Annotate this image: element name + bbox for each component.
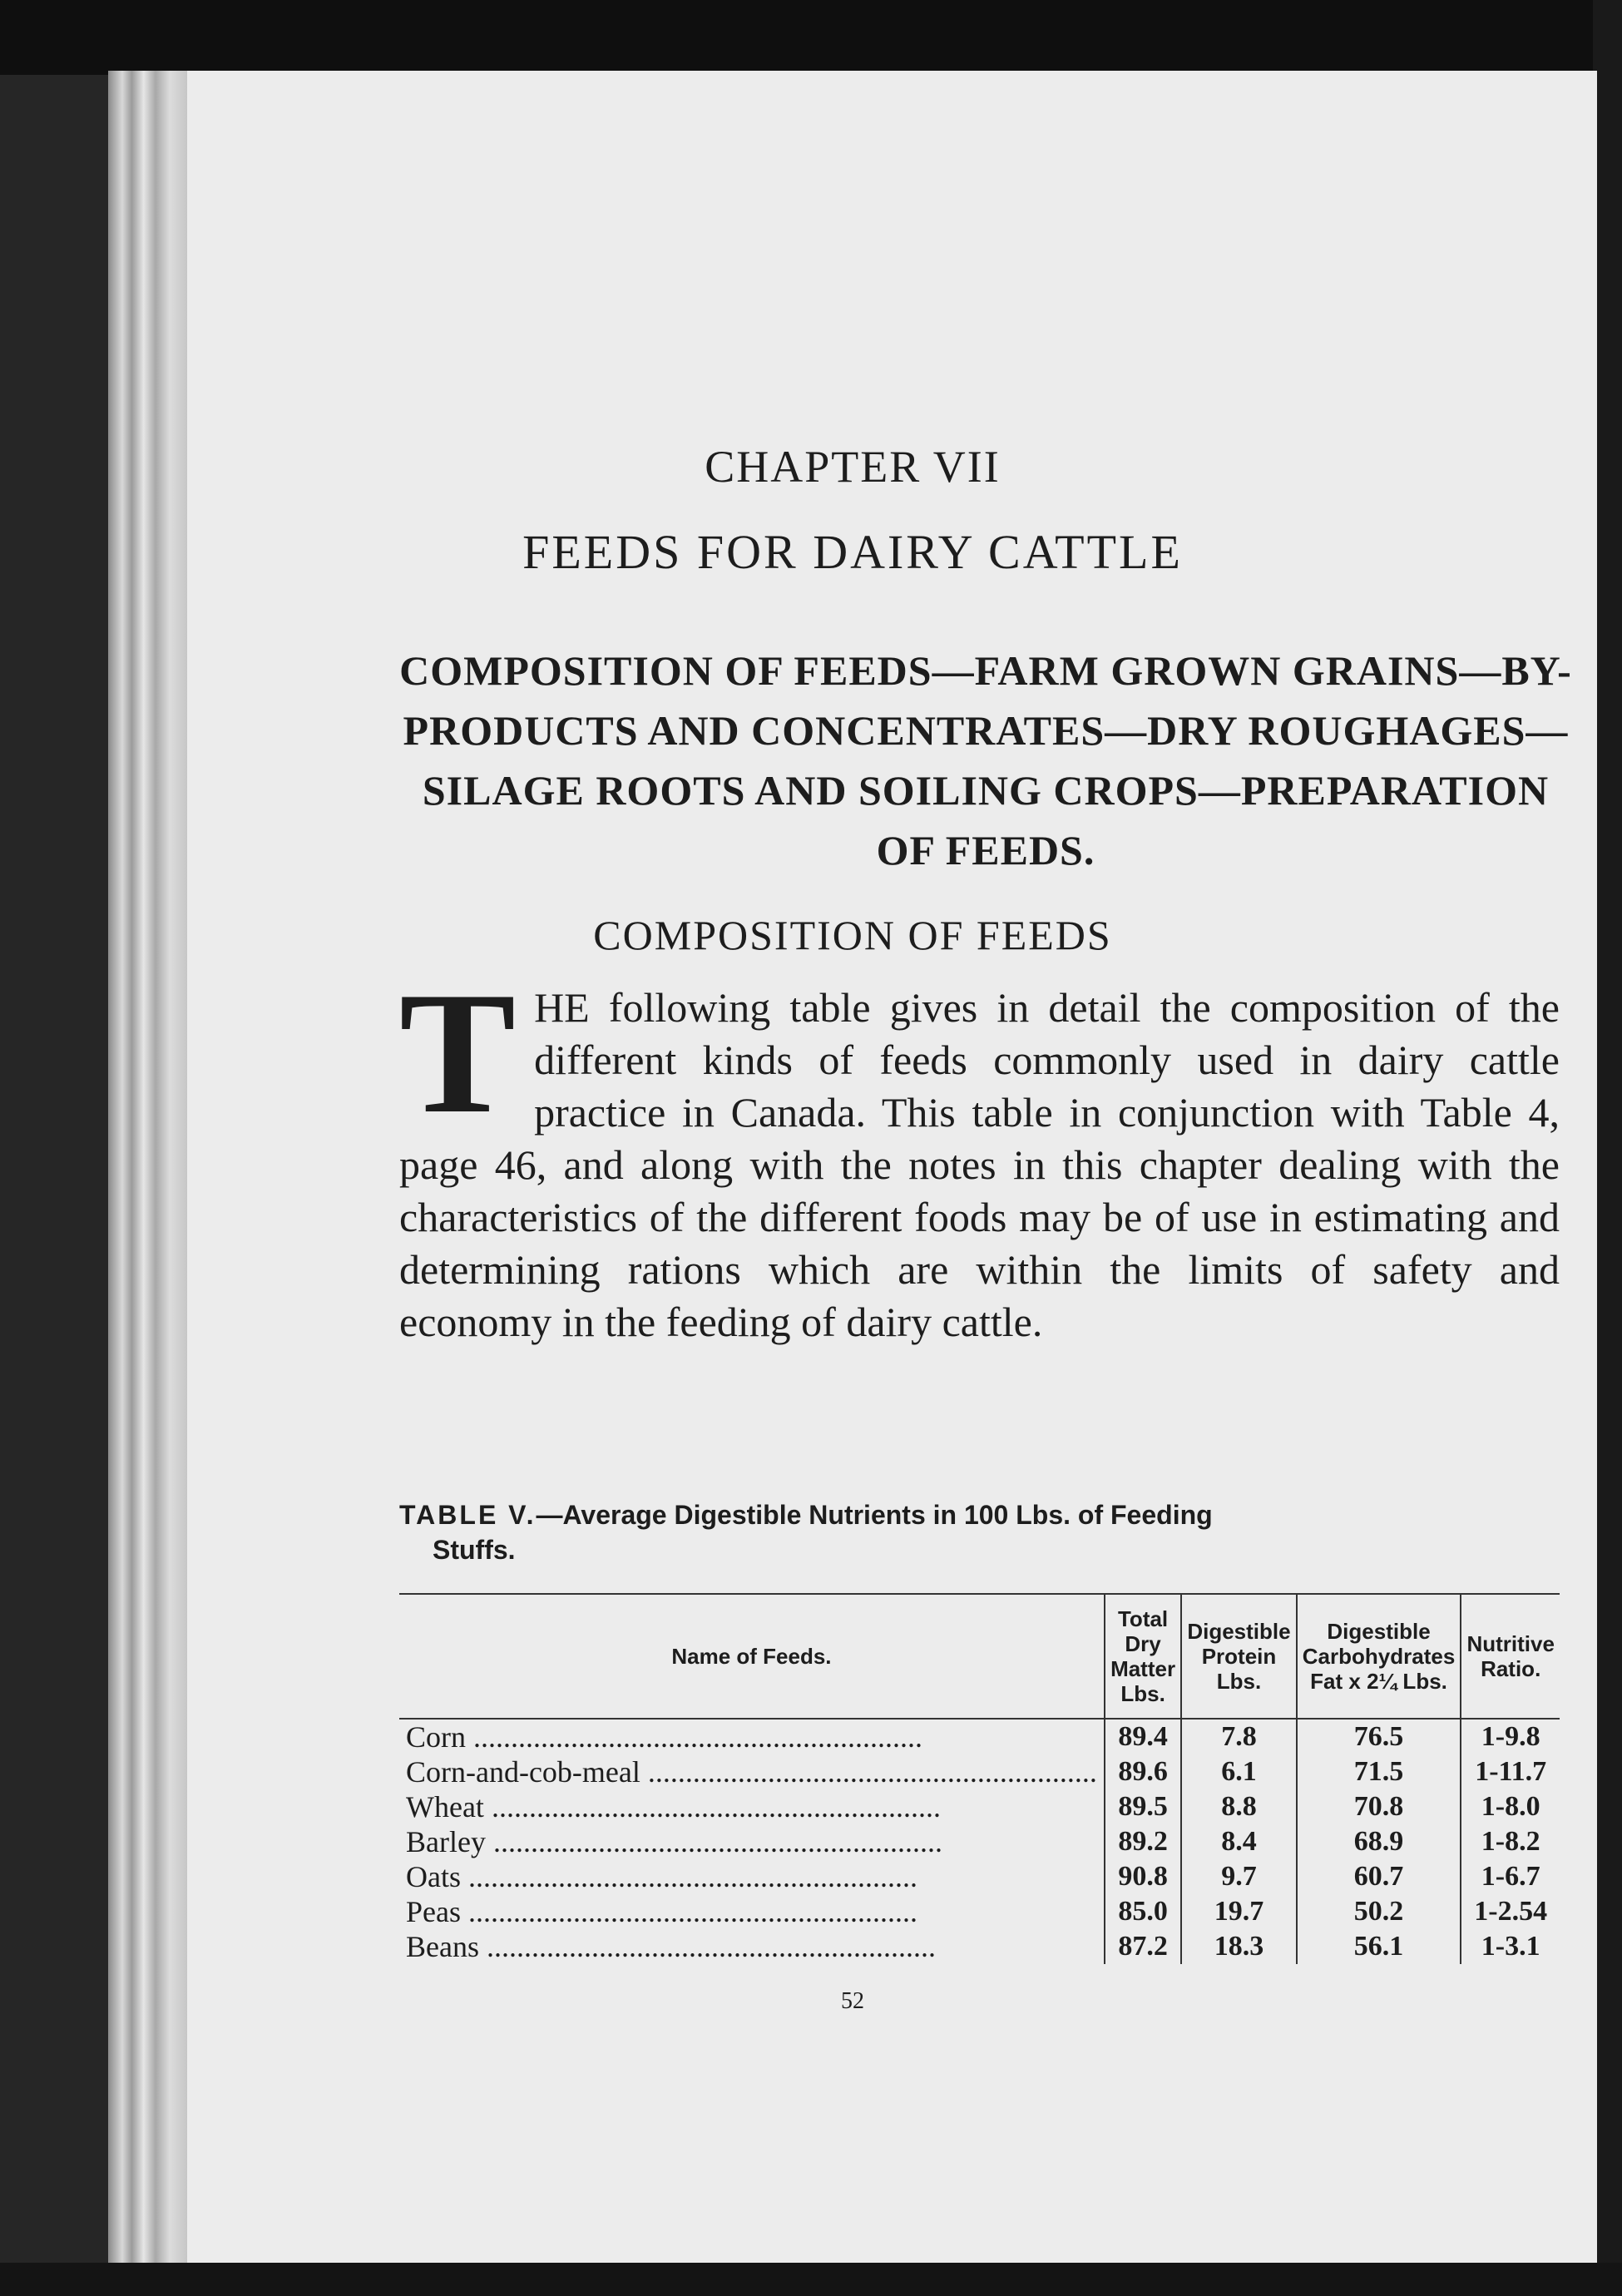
dry-matter-value: 89.5 (1105, 1789, 1181, 1824)
dry-matter-value: 89.6 (1105, 1754, 1181, 1789)
scan-border-right (1593, 0, 1622, 2296)
feed-name: Barley ..... (399, 1824, 1105, 1859)
ratio-value: 1-2.54 (1461, 1894, 1560, 1929)
dry-matter-value: 87.2 (1105, 1929, 1181, 1964)
section-heading: COMPOSITION OF FEEDS (593, 912, 1112, 958)
book-spine (108, 71, 187, 2263)
protein-value: 9.7 (1181, 1859, 1296, 1894)
carbohydrates-value: 50.2 (1297, 1894, 1461, 1929)
carbohydrates-value: 76.5 (1297, 1719, 1461, 1754)
chapter-title: FEEDS FOR DAIRY CATTLE (522, 525, 1183, 579)
table-caption-continuation: Stuffs. (433, 1535, 516, 1565)
table-caption (399, 1497, 1560, 1567)
ratio-value: 1-9.8 (1461, 1719, 1560, 1754)
ratio-value: 1-8.0 (1461, 1789, 1560, 1824)
table-row (399, 1719, 1560, 1754)
carbohydrates-value: 71.5 (1297, 1754, 1461, 1789)
table-row (399, 1824, 1560, 1859)
ratio-value: 1-6.7 (1461, 1859, 1560, 1894)
feed-name: Corn-and-cob-meal ..... (399, 1754, 1105, 1789)
feed-name: Beans ..... (399, 1929, 1105, 1964)
table-caption-label: TABLE V. (399, 1500, 537, 1530)
carbohydrates-value: 70.8 (1297, 1789, 1461, 1824)
carbohydrates-value: 68.9 (1297, 1824, 1461, 1859)
dry-matter-value: 90.8 (1105, 1859, 1181, 1894)
protein-value: 8.4 (1181, 1824, 1296, 1859)
protein-value: 8.8 (1181, 1789, 1296, 1824)
ratio-value: 1-11.7 (1461, 1754, 1560, 1789)
protein-value: 19.7 (1181, 1894, 1296, 1929)
table-row (399, 1859, 1560, 1894)
header-name: Name of Feeds. (399, 1595, 1105, 1719)
header-dry-matter: Total Dry Matter Lbs. (1105, 1595, 1181, 1719)
chapter-number: CHAPTER VII (705, 442, 1001, 492)
header-ratio: Nutritive Ratio. (1461, 1595, 1560, 1719)
ratio-value: 1-3.1 (1461, 1929, 1560, 1964)
scan-border-bottom (0, 2263, 1622, 2296)
carbohydrates-value: 60.7 (1297, 1859, 1461, 1894)
header-protein: Digestible Protein Lbs. (1181, 1595, 1296, 1719)
table-header-row (399, 1595, 1560, 1719)
dry-matter-value: 89.2 (1105, 1824, 1181, 1859)
table-row (399, 1754, 1560, 1789)
protein-value: 7.8 (1181, 1719, 1296, 1754)
table-row (399, 1929, 1560, 1964)
ratio-value: 1-8.2 (1461, 1824, 1560, 1859)
intro-paragraph (399, 957, 1560, 1348)
table-row (399, 1789, 1560, 1824)
table-row (399, 1894, 1560, 1929)
header-carbohydrates: Digestible Carbohydrates Fat x 2¼ Lbs. (1297, 1595, 1461, 1719)
carbohydrates-value: 56.1 (1297, 1929, 1461, 1964)
protein-value: 6.1 (1181, 1754, 1296, 1789)
feed-name: Oats ..... (399, 1859, 1105, 1894)
table-caption-text: —Average Digestible Nutrients in 100 Lbs. of Feeding (536, 1500, 1213, 1530)
feed-name: Wheat ..... (399, 1789, 1105, 1824)
feed-name: Corn ..... (399, 1719, 1105, 1754)
chapter-subtitle: COMPOSITION OF FEEDS—FARM GROWN GRAINS—BY-PRODUCTS AND CONCENTRATES—DRY ROUGHAGES—SILAGE ROOTS AND SOILING CROPS—PREPARATION OF FEEDS. (399, 647, 1572, 873)
scan-border-top (0, 0, 1622, 75)
book-page (108, 71, 1597, 2263)
feed-name: Peas ..... (399, 1894, 1105, 1929)
drop-cap: T (399, 957, 517, 1150)
protein-value: 18.3 (1181, 1929, 1296, 1964)
page-number: 52 (841, 1988, 864, 2014)
nutrients-table (399, 1593, 1560, 1964)
dry-matter-value: 85.0 (1105, 1894, 1181, 1929)
dry-matter-value: 89.4 (1105, 1719, 1181, 1754)
paragraph-text: HE following table gives in detail the composition of the different kinds of feeds commonly used in dairy cattle practice in Canada. This table in conjunction with Table 4, page 46, and along with the notes in this chapter dealing with the characteristics of the different foods may be of use in estimating and determining rations which are within the limits of safety and economy in the feeding of dairy cattle. (399, 984, 1560, 1345)
